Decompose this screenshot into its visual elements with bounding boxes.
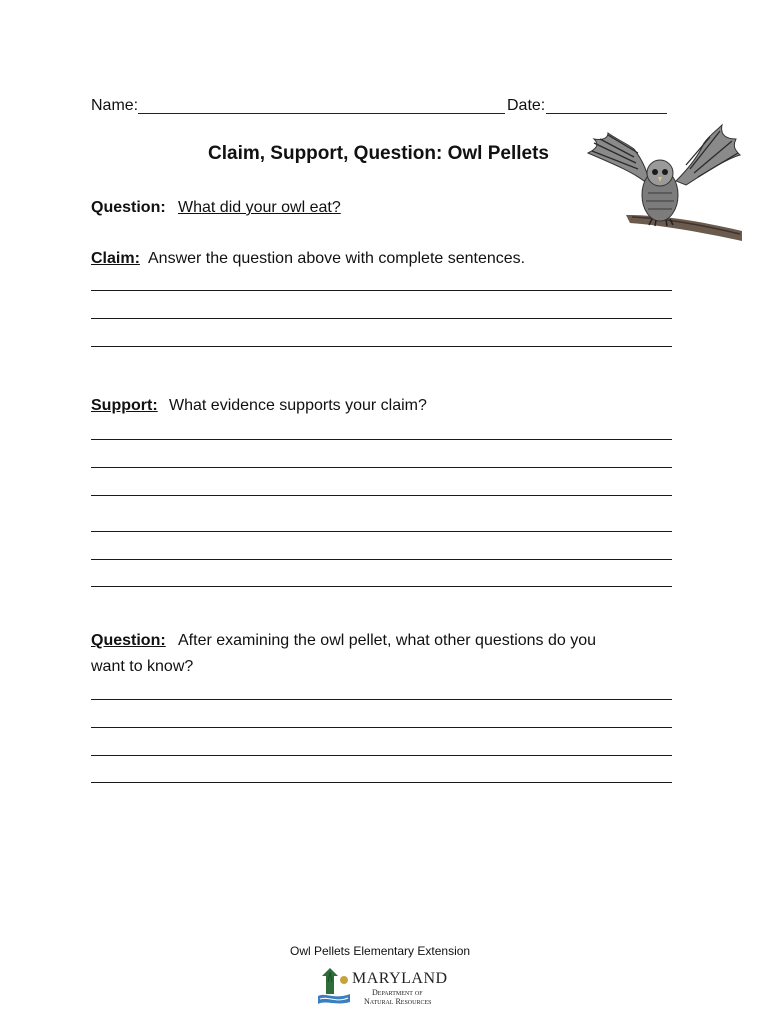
logo-subtitle-2: Natural Resources [364, 997, 432, 1006]
question2-text-line2: want to know? [91, 658, 194, 675]
question2-answer-line[interactable] [91, 727, 672, 728]
date-field[interactable] [546, 113, 667, 114]
support-answer-line[interactable] [91, 439, 672, 440]
question2-answer-line[interactable] [91, 699, 672, 700]
logo-subtitle-1: Department of [372, 988, 423, 997]
support-answer-line[interactable] [91, 467, 672, 468]
maryland-dnr-logo [316, 966, 456, 1008]
claim-text: Answer the question above with complete sentences. [148, 250, 526, 267]
page-title: Claim, Support, Question: Owl Pellets [208, 143, 549, 164]
question2-text-line1: After examining the owl pellet, what other questions do you [178, 632, 597, 649]
owl-illustration [586, 123, 742, 243]
question2-label: Question: [91, 632, 166, 649]
support-answer-line[interactable] [91, 559, 672, 560]
owl-on-branch-icon [586, 123, 742, 243]
footer-text: Owl Pellets Elementary Extension [290, 944, 471, 958]
maryland-dnr-logo-icon [316, 966, 352, 1006]
support-text: What evidence supports your claim? [169, 397, 427, 414]
claim-answer-line[interactable] [91, 290, 672, 291]
support-answer-line[interactable] [91, 586, 672, 587]
claim-label: Claim: [91, 250, 140, 267]
question2-answer-line[interactable] [91, 782, 672, 783]
logo-title: MARYLAND [352, 970, 448, 987]
claim-answer-line[interactable] [91, 346, 672, 347]
question1-text: What did your owl eat? [178, 199, 341, 216]
name-label: Name: [91, 97, 139, 114]
support-label: Support: [91, 397, 158, 414]
question1-label: Question: [91, 199, 166, 216]
name-field[interactable] [138, 113, 505, 114]
claim-answer-line[interactable] [91, 318, 672, 319]
question2-answer-line[interactable] [91, 755, 672, 756]
support-answer-line[interactable] [91, 495, 672, 496]
support-answer-line[interactable] [91, 531, 672, 532]
date-label: Date: [507, 97, 546, 114]
